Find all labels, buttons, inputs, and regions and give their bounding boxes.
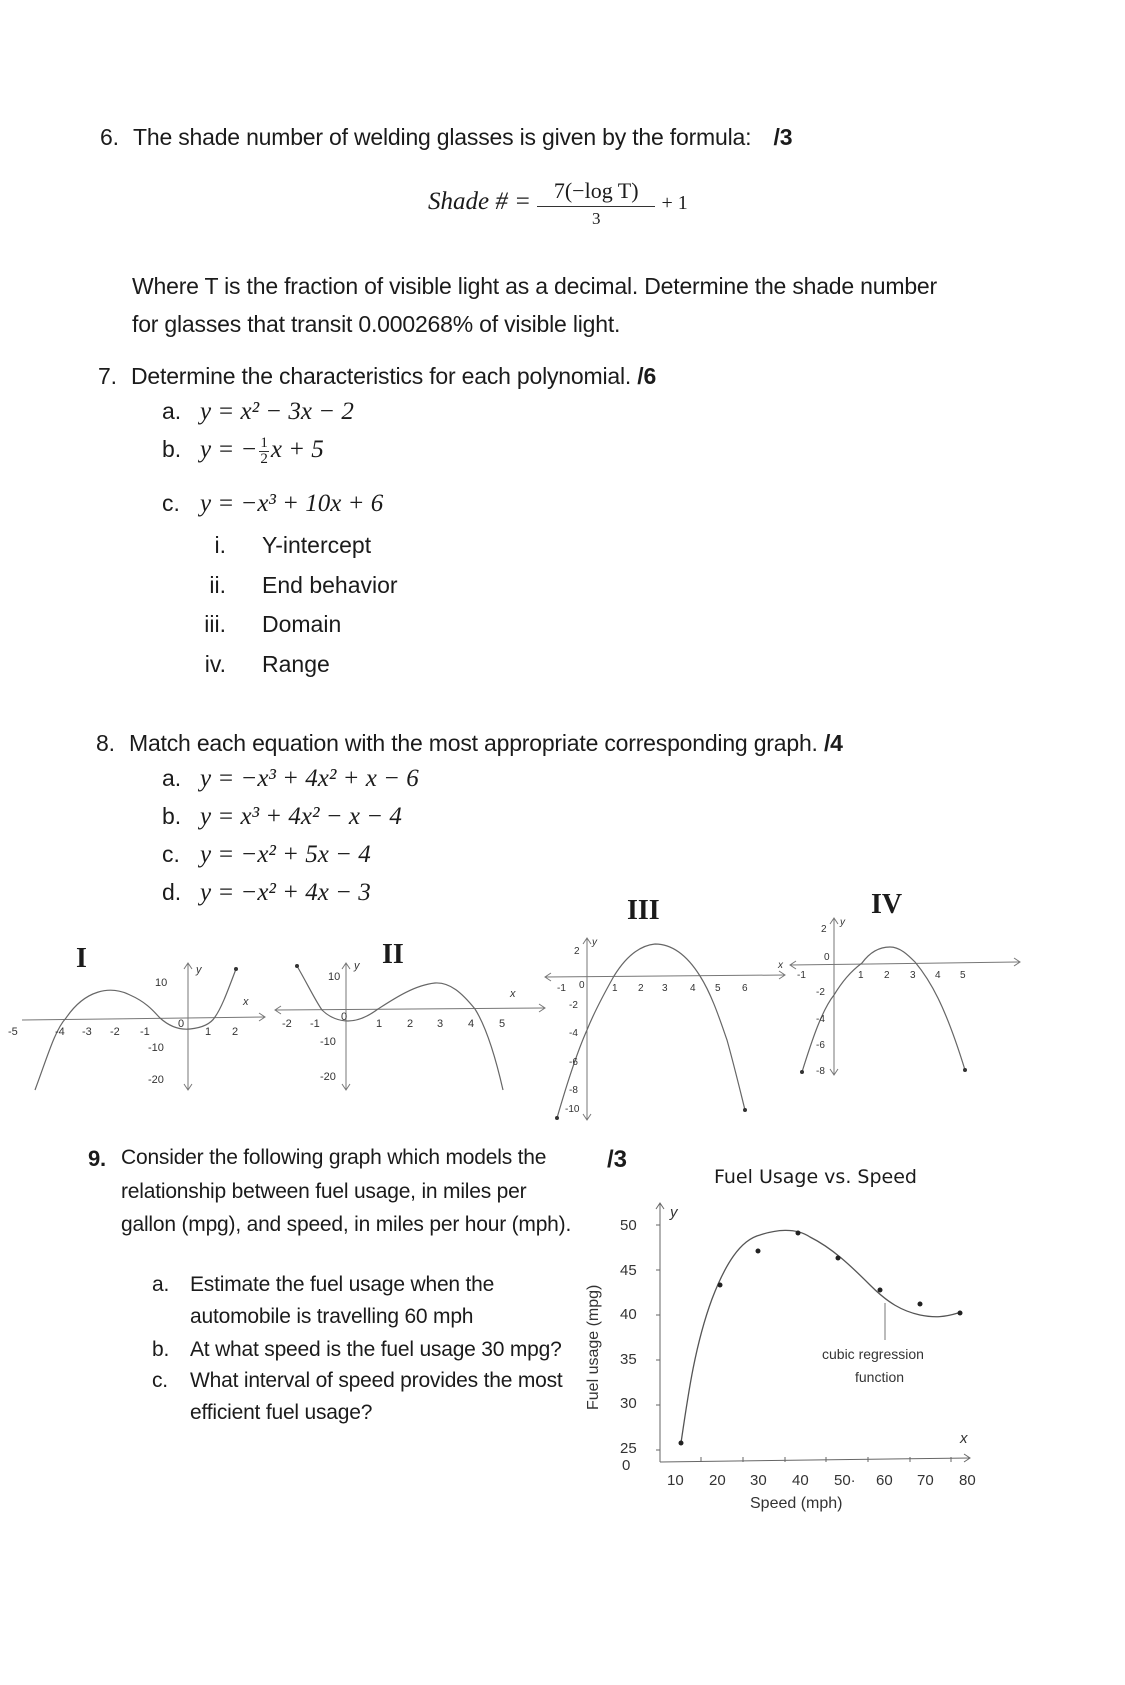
svg-text:6: 6 <box>742 983 748 994</box>
svg-text:x: x <box>243 996 249 1008</box>
graph-IV-label: IV <box>871 889 903 920</box>
q8-item-a <box>162 765 419 793</box>
item-label: b. <box>152 1338 170 1361</box>
svg-text:x: x <box>778 960 783 971</box>
item-label: a. <box>162 765 182 791</box>
chart-annotation: cubic regression <box>822 1346 924 1362</box>
q9-number: 9. <box>88 1146 106 1171</box>
equation-lhs: y = <box>200 490 241 517</box>
q7-header <box>98 363 656 390</box>
item-label: c. <box>162 841 180 867</box>
q9-item-c <box>152 1369 563 1393</box>
q9-item-b <box>152 1338 562 1362</box>
fraction-denominator: 2 <box>260 451 268 467</box>
item-label: b. <box>162 436 182 463</box>
graph-III <box>540 930 790 1130</box>
svg-text:1: 1 <box>205 1026 212 1038</box>
q7-subitem-4 <box>166 651 330 678</box>
equation-expr: y = x³ + 4x² − x − 4 <box>200 803 402 830</box>
svg-text:-1: -1 <box>557 983 566 994</box>
svg-text:2: 2 <box>232 1026 239 1038</box>
graph-I <box>0 955 270 1105</box>
svg-text:10: 10 <box>667 1472 684 1489</box>
item-label: b. <box>162 803 182 829</box>
formula-numerator: 7(−log T) <box>537 178 655 207</box>
data-points <box>679 1231 963 1446</box>
equation-expr: y = −x² + 5x − 4 <box>200 841 371 868</box>
svg-text:-1: -1 <box>310 1018 320 1030</box>
svg-text:10: 10 <box>155 977 168 989</box>
svg-text:x: x <box>960 1430 968 1447</box>
svg-text:-4: -4 <box>816 1014 825 1025</box>
svg-text:-20: -20 <box>148 1074 164 1086</box>
q6-points: /3 <box>773 124 793 150</box>
q6-header <box>100 124 792 151</box>
svg-text:4: 4 <box>935 970 941 981</box>
svg-text:-2: -2 <box>110 1026 120 1038</box>
subitem-label: ii. <box>209 572 226 598</box>
q7-subitem-2 <box>166 572 398 599</box>
formula-tail: + 1 <box>661 192 688 215</box>
subitem-text: Range <box>262 651 330 677</box>
svg-text:-2: -2 <box>282 1018 292 1030</box>
svg-text:2: 2 <box>884 970 890 981</box>
svg-text:5: 5 <box>499 1018 506 1030</box>
svg-text:5: 5 <box>960 970 966 981</box>
q6-body-line2: for glasses that transit 0.000268% of visible light. <box>132 311 621 337</box>
svg-text:-2: -2 <box>569 1000 578 1011</box>
svg-text:-1: -1 <box>797 970 806 981</box>
graph-II-label: II <box>382 939 404 970</box>
formula-denominator: 3 <box>591 209 601 228</box>
svg-text:-10: -10 <box>148 1042 164 1054</box>
svg-text:-10: -10 <box>320 1036 336 1048</box>
svg-text:0: 0 <box>824 952 830 963</box>
fraction-numerator: 1 <box>260 435 268 451</box>
q7-subitem-1 <box>166 532 371 559</box>
q8-item-b <box>162 803 402 831</box>
q7-item-a <box>162 398 354 426</box>
svg-text:y: y <box>354 960 360 972</box>
equation-expr: x² − 3x − 2 <box>240 398 354 425</box>
svg-text:-5: -5 <box>8 1026 18 1038</box>
q6-number: 6. <box>100 124 119 150</box>
graph-IV <box>780 910 1025 1090</box>
svg-text:y: y <box>670 1204 678 1221</box>
svg-text:0: 0 <box>341 1011 348 1023</box>
item-label: a. <box>162 398 182 424</box>
q6-body-line1: Where T is the fraction of visible light as a decimal. Determine the shade number <box>132 273 937 299</box>
svg-text:2: 2 <box>638 983 644 994</box>
svg-text:2: 2 <box>407 1018 414 1030</box>
item-label: a. <box>152 1273 170 1296</box>
equation-expr: x + 5 <box>270 436 324 464</box>
equation-lhs: y = <box>200 398 241 425</box>
graph-IV-curve <box>802 947 965 1072</box>
q9-points: /3 <box>607 1146 628 1173</box>
svg-text:-1: -1 <box>140 1026 150 1038</box>
formula-fraction <box>537 178 655 229</box>
svg-text:0: 0 <box>579 980 585 991</box>
subitem-text: Domain <box>262 611 342 637</box>
item-text-line: What interval of speed provides the most <box>190 1369 563 1392</box>
subitem-text: End behavior <box>262 572 398 598</box>
q8-header <box>96 730 843 757</box>
svg-text:0: 0 <box>622 1457 631 1474</box>
q9-text-line2: relationship between fuel usage, in miles per <box>121 1180 527 1203</box>
svg-text:2: 2 <box>574 946 580 957</box>
svg-text:50·: 50· <box>834 1472 856 1489</box>
svg-text:3: 3 <box>910 970 916 981</box>
svg-text:1: 1 <box>858 970 864 981</box>
svg-text:-3: -3 <box>82 1026 92 1038</box>
q7-item-c <box>162 490 383 518</box>
subitem-label: iv. <box>204 651 226 677</box>
svg-text:y: y <box>840 917 845 928</box>
chart-title: Fuel Usage vs. Speed <box>714 1166 917 1188</box>
equation-expr: y = −x³ + 4x² + x − 6 <box>200 765 419 792</box>
svg-text:-6: -6 <box>569 1057 578 1068</box>
svg-text:y: y <box>196 964 202 976</box>
graph-II <box>270 955 550 1105</box>
svg-text:3: 3 <box>437 1018 444 1030</box>
svg-text:5: 5 <box>715 983 721 994</box>
svg-text:y: y <box>592 937 597 948</box>
q9-item-c-line2: efficient fuel usage? <box>190 1401 373 1424</box>
svg-text:30: 30 <box>750 1472 767 1489</box>
svg-text:-20: -20 <box>320 1071 336 1083</box>
subitem-text: Y-intercept <box>262 532 372 558</box>
fuel-usage-chart <box>570 1195 990 1525</box>
svg-text:60: 60 <box>876 1472 893 1489</box>
svg-text:40: 40 <box>620 1306 637 1323</box>
item-text-line: At what speed is the fuel usage 30 mpg? <box>190 1338 562 1361</box>
q9-text-line1: Consider the following graph which models the <box>121 1146 547 1169</box>
graph-III-label: III <box>627 895 660 926</box>
svg-text:30: 30 <box>620 1395 637 1412</box>
svg-text:25: 25 <box>620 1440 637 1457</box>
svg-text:4: 4 <box>690 983 696 994</box>
q7-points: /6 <box>637 363 657 389</box>
q9-item-a <box>152 1273 494 1297</box>
svg-text:20: 20 <box>709 1472 726 1489</box>
q8-item-c <box>162 841 371 869</box>
svg-text:-10: -10 <box>565 1104 580 1115</box>
svg-text:10: 10 <box>328 971 341 983</box>
svg-text:-6: -6 <box>816 1040 825 1051</box>
item-label: c. <box>152 1369 168 1392</box>
q8-points: /4 <box>823 730 843 756</box>
svg-text:-8: -8 <box>569 1085 578 1096</box>
item-label: c. <box>162 490 180 516</box>
equation-fraction <box>259 436 269 467</box>
q9-item-a-line2: automobile is travelling 60 mph <box>190 1305 474 1328</box>
q7-item-b <box>162 436 324 467</box>
svg-text:-4: -4 <box>569 1028 578 1039</box>
q9-text-line3: gallon (mpg), and speed, in miles per hour (mph). <box>121 1213 572 1236</box>
svg-text:70: 70 <box>917 1472 934 1489</box>
chart-ylabel: Fuel usage (mpg) <box>585 1284 602 1410</box>
svg-text:50: 50 <box>620 1217 637 1234</box>
graph-I-label: I <box>76 943 87 974</box>
equation-expr: −x³ + 10x + 6 <box>240 490 384 517</box>
subitem-label: i. <box>214 532 226 558</box>
svg-text:45: 45 <box>620 1262 637 1279</box>
q7-number: 7. <box>98 363 117 389</box>
svg-text:1: 1 <box>376 1018 383 1030</box>
q6-text: The shade number of welding glasses is given by the formula: <box>133 124 752 150</box>
chart-annotation-line2: function <box>855 1369 905 1385</box>
q9-header <box>88 1146 106 1172</box>
svg-text:-4: -4 <box>55 1026 65 1038</box>
chart-xlabel: Speed (mph) <box>750 1495 843 1512</box>
svg-text:35: 35 <box>620 1351 637 1368</box>
q8-item-d <box>162 879 371 907</box>
svg-text:-8: -8 <box>816 1066 825 1077</box>
subitem-label: iii. <box>204 611 226 637</box>
svg-text:40: 40 <box>792 1472 809 1489</box>
q6-formula <box>428 178 688 229</box>
item-label: d. <box>162 879 182 905</box>
svg-text:1: 1 <box>612 983 618 994</box>
cubic-regression-curve <box>681 1230 958 1443</box>
equation-expr: y = −x² + 4x − 3 <box>200 879 371 906</box>
q8-text: Match each equation with the most appropriate corresponding graph. <box>129 730 818 756</box>
q7-text: Determine the characteristics for each polynomial. <box>131 363 632 389</box>
q7-subitem-3 <box>166 611 341 638</box>
svg-text:80: 80 <box>959 1472 976 1489</box>
item-text-line: Estimate the fuel usage when the <box>190 1273 495 1296</box>
svg-text:4: 4 <box>468 1018 475 1030</box>
svg-text:2: 2 <box>821 924 827 935</box>
svg-text:3: 3 <box>662 983 668 994</box>
graph-III-curve <box>557 944 745 1118</box>
q8-number: 8. <box>96 730 115 756</box>
svg-text:-2: -2 <box>816 987 825 998</box>
formula-lhs: Shade # = <box>428 188 531 216</box>
svg-text:x: x <box>510 988 516 1000</box>
equation-lhs: y = − <box>200 436 258 464</box>
svg-text:0: 0 <box>178 1018 185 1030</box>
